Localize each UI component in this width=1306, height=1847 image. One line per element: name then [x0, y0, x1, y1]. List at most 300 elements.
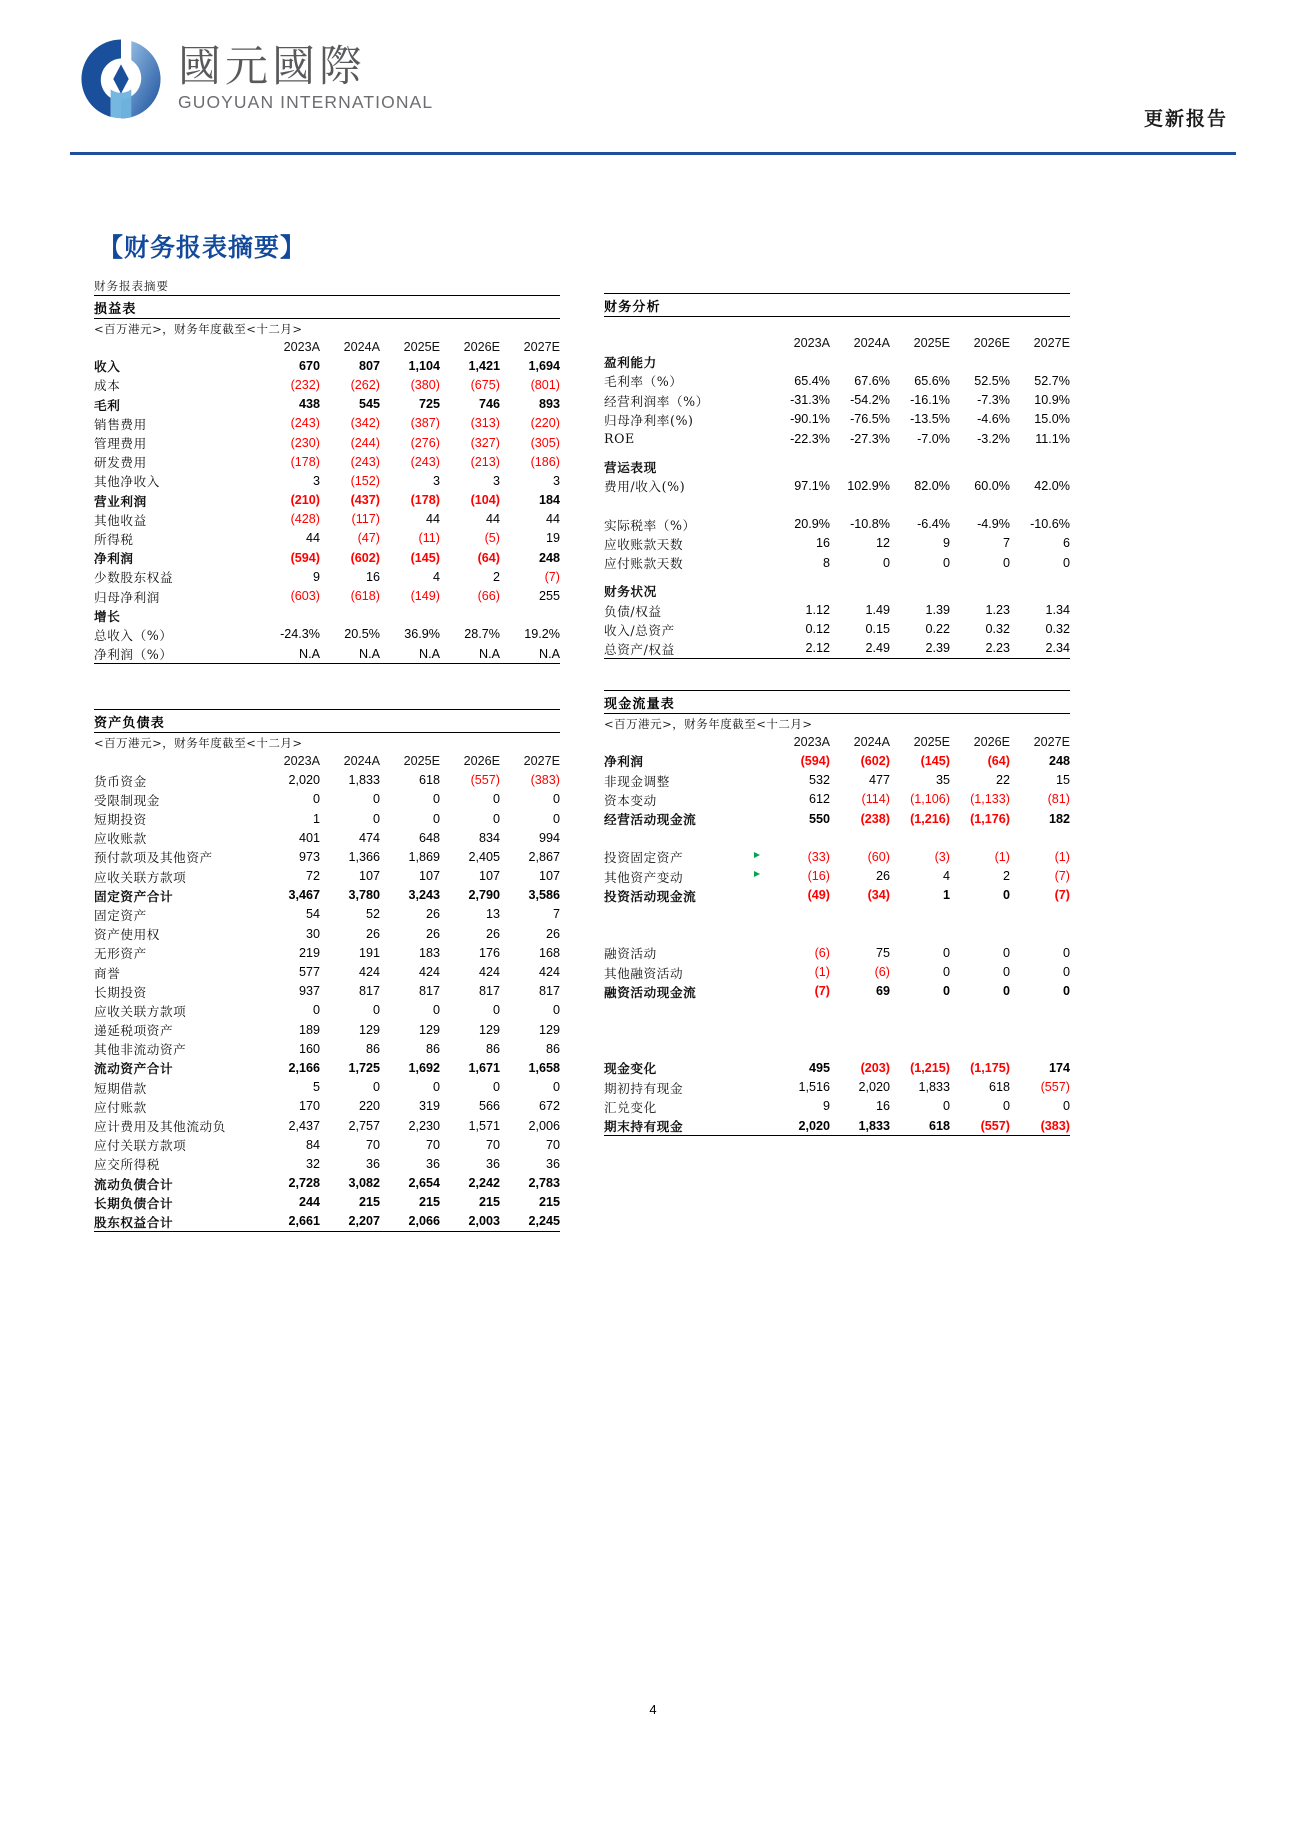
row-value: 1,421 — [468, 358, 500, 373]
row-value: 2,066 — [408, 1214, 440, 1229]
financial-analysis-table — [604, 333, 1070, 678]
row-value: 0 — [312, 1003, 320, 1018]
row-value: -4.9% — [977, 517, 1010, 532]
table-row — [604, 924, 1070, 943]
row-value: 0 — [552, 1080, 560, 1095]
table-row — [94, 1001, 560, 1020]
row-value: 0 — [942, 984, 950, 999]
row-value: (49) — [807, 888, 830, 903]
table-row — [94, 1154, 560, 1173]
right-column — [604, 278, 1070, 1251]
row-value: 0 — [492, 1003, 500, 1018]
row-value: 1,104 — [408, 358, 440, 373]
row-value: (7) — [544, 569, 560, 584]
table-row — [94, 375, 560, 394]
table-year-header — [94, 751, 560, 770]
table-row — [604, 534, 1070, 553]
green-triangle-marker-icon — [754, 867, 770, 886]
row-value: 1,694 — [528, 358, 560, 373]
row-value: 28.7% — [464, 627, 500, 642]
row-label: 净利润 — [94, 551, 134, 567]
row-label: 应计费用及其他流动负 — [94, 1119, 226, 1135]
row-value: 129 — [478, 1022, 500, 1037]
row-value: 0.32 — [985, 622, 1010, 637]
row-value: 4 — [432, 569, 440, 584]
row-value: 15.0% — [1034, 412, 1070, 427]
row-value: 2,790 — [468, 888, 500, 903]
row-value: 3 — [492, 473, 500, 488]
year-header-2024A: 2024A — [853, 335, 890, 350]
row-value: 1,658 — [528, 1060, 560, 1075]
row-value — [770, 1039, 830, 1058]
row-value: -13.5% — [910, 412, 950, 427]
row-value: 3,082 — [348, 1176, 380, 1191]
row-value: (34) — [867, 888, 890, 903]
table-row — [604, 496, 1070, 515]
row-value: 1,366 — [348, 849, 380, 864]
row-value: 0 — [942, 1099, 950, 1114]
logo-english-name: GUOYUAN INTERNATIONAL — [178, 92, 434, 113]
row-value — [950, 905, 1010, 924]
row-value: 1,692 — [408, 1060, 440, 1075]
row-label: 应收关联方款项 — [94, 869, 187, 885]
table-row — [604, 1116, 1070, 1136]
row-value: 0 — [1062, 984, 1070, 999]
row-value: 424 — [478, 965, 500, 980]
row-label: 应收账款天数 — [604, 536, 684, 552]
row-label: 所得税 — [94, 531, 134, 547]
row-value: 9 — [312, 569, 320, 584]
row-value: 0.22 — [925, 622, 950, 637]
row-label: 融资活动现金流 — [604, 984, 697, 1000]
row-value: 7 — [1002, 536, 1010, 551]
row-value: 215 — [358, 1195, 380, 1210]
row-value: 0 — [1062, 965, 1070, 980]
row-value — [830, 905, 890, 924]
row-value: 2,405 — [468, 849, 500, 864]
green-triangle-marker-icon — [754, 847, 770, 866]
table-bottom-rule — [604, 1136, 1070, 1156]
row-value: (60) — [867, 849, 890, 864]
row-value: 6 — [1062, 536, 1070, 551]
section-label: 营运表现 — [604, 460, 657, 476]
row-value — [1010, 1020, 1070, 1039]
row-label: 其他非流动资产 — [94, 1042, 187, 1058]
table-row — [94, 510, 560, 529]
row-value: 97.1% — [794, 478, 830, 493]
table-row — [604, 371, 1070, 390]
row-value: 577 — [298, 965, 320, 980]
marker-cell — [754, 1116, 770, 1136]
row-value: (602) — [350, 550, 380, 565]
row-value: 0 — [372, 792, 380, 807]
row-value: 26 — [875, 869, 890, 884]
row-value — [950, 924, 1010, 943]
row-value: 2.34 — [1045, 641, 1070, 656]
row-value: 2,006 — [528, 1118, 560, 1133]
row-value: 401 — [298, 830, 320, 845]
row-label — [604, 828, 754, 847]
row-value: (262) — [350, 377, 380, 392]
row-value: 618 — [928, 1118, 950, 1133]
row-value — [770, 496, 830, 515]
row-value: -10.8% — [850, 517, 890, 532]
row-value — [950, 1039, 1010, 1058]
row-value: 7 — [552, 907, 560, 922]
section-blank — [950, 352, 1010, 371]
row-value: (244) — [350, 435, 380, 450]
row-value: (305) — [530, 435, 560, 450]
section-blank — [770, 352, 830, 371]
row-value: -7.0% — [917, 431, 950, 446]
table-row — [604, 429, 1070, 448]
table-bottom-rule — [604, 659, 1070, 679]
row-label: 期初持有现金 — [604, 1080, 684, 1096]
table-row — [604, 620, 1070, 639]
row-value: (1,215) — [910, 1060, 950, 1075]
income-statement-table — [94, 337, 560, 683]
row-value: 36 — [425, 1156, 440, 1171]
marker-cell — [754, 1058, 770, 1077]
row-value: 2.12 — [805, 641, 830, 656]
balance-sheet-title: 资产负债表 — [94, 709, 560, 733]
row-value — [770, 828, 830, 847]
row-value: 618 — [418, 773, 440, 788]
row-value: -27.3% — [850, 431, 890, 446]
table-year-header — [604, 732, 1070, 751]
row-value: 2,783 — [528, 1176, 560, 1191]
row-value: 70 — [365, 1137, 380, 1152]
row-value: 3,243 — [408, 888, 440, 903]
row-label: 销售费用 — [94, 416, 147, 432]
row-value: -6.4% — [917, 517, 950, 532]
row-value: 35 — [935, 773, 950, 788]
row-label: 融资活动 — [604, 946, 657, 962]
row-value: 0 — [492, 811, 500, 826]
row-value: 42.0% — [1034, 478, 1070, 493]
report-type-label: 更新报告 — [1143, 108, 1228, 130]
row-value: 0 — [552, 811, 560, 826]
row-value: 3 — [312, 473, 320, 488]
table-row — [94, 1135, 560, 1154]
row-value: 2,230 — [408, 1118, 440, 1133]
row-label: 营业利润 — [94, 493, 147, 509]
year-header-2025E: 2025E — [913, 335, 950, 350]
row-label — [604, 496, 770, 515]
table-row — [94, 790, 560, 809]
row-value: (7) — [1054, 888, 1070, 903]
row-value: 70 — [545, 1137, 560, 1152]
row-value: 2,757 — [348, 1118, 380, 1133]
row-label — [604, 1039, 754, 1058]
row-value: (33) — [807, 849, 830, 864]
year-header-2025E: 2025E — [913, 734, 950, 749]
table-row — [604, 410, 1070, 429]
logo-chinese-name: 國元國際 — [178, 41, 366, 92]
table-row — [604, 828, 1070, 847]
row-value: 973 — [298, 849, 320, 864]
row-value: (801) — [530, 377, 560, 392]
row-value: 746 — [478, 397, 500, 412]
row-value: (6) — [874, 965, 890, 980]
row-value: 0 — [1062, 945, 1070, 960]
row-label — [604, 1020, 754, 1039]
section-label: 增长 — [94, 608, 121, 624]
row-value: (7) — [814, 984, 830, 999]
row-label: 其他资产变动 — [604, 869, 684, 885]
row-value: 69 — [875, 984, 890, 999]
year-header-2026E: 2026E — [463, 339, 500, 354]
year-header-2023A: 2023A — [793, 335, 830, 350]
table-row — [604, 790, 1070, 809]
table-row — [94, 886, 560, 905]
row-value: 2,207 — [348, 1214, 380, 1229]
table-row — [604, 847, 1070, 866]
row-value: 545 — [358, 397, 380, 412]
row-value: 0 — [492, 792, 500, 807]
row-value — [950, 496, 1010, 515]
table-row — [94, 828, 560, 847]
row-value: 11.1% — [1035, 431, 1070, 446]
row-value: 26 — [425, 926, 440, 941]
marker-cell — [754, 905, 770, 924]
row-value: 1,571 — [468, 1118, 500, 1133]
row-value: (66) — [477, 589, 500, 604]
row-value: (220) — [530, 416, 560, 431]
row-value: 215 — [538, 1195, 560, 1210]
row-value: 70 — [425, 1137, 440, 1152]
table-row — [94, 548, 560, 567]
row-value: 160 — [298, 1041, 320, 1056]
row-value: 36.9% — [404, 627, 440, 642]
row-value: (675) — [470, 377, 500, 392]
row-value: (210) — [290, 493, 320, 508]
row-value: (243) — [410, 454, 440, 469]
row-label: 负债/权益 — [604, 603, 662, 619]
row-value: 102.9% — [847, 478, 890, 493]
row-value: (149) — [410, 589, 440, 604]
row-value: 807 — [358, 358, 380, 373]
row-value: (618) — [350, 589, 380, 604]
row-label: 期末持有现金 — [604, 1119, 684, 1135]
row-value: 1,725 — [348, 1060, 380, 1075]
row-value: 82.0% — [914, 478, 950, 493]
row-value — [950, 828, 1010, 847]
row-value: 16 — [815, 536, 830, 551]
row-label: 研发费用 — [94, 455, 147, 471]
row-label: 成本 — [94, 378, 121, 394]
row-value: 220 — [358, 1099, 380, 1114]
row-label: 归母净利率(%) — [604, 412, 694, 428]
row-value: (5) — [484, 531, 500, 546]
marker-cell — [754, 1039, 770, 1058]
row-value: 0 — [1062, 1099, 1070, 1114]
row-label: 资本变动 — [604, 792, 657, 808]
row-value: (64) — [477, 550, 500, 565]
row-value: 248 — [1048, 753, 1070, 768]
row-value: 86 — [545, 1041, 560, 1056]
year-header-2027E: 2027E — [1033, 734, 1070, 749]
table-row — [604, 982, 1070, 1001]
row-value: 3 — [552, 473, 560, 488]
marker-cell — [754, 1078, 770, 1097]
year-header-2026E: 2026E — [973, 734, 1010, 749]
row-label: ROE — [604, 431, 635, 447]
table-row — [604, 867, 1070, 886]
table-section-header — [604, 457, 1070, 476]
year-header-2025E: 2025E — [403, 339, 440, 354]
table-row — [94, 1193, 560, 1212]
row-value: (117) — [351, 512, 380, 527]
row-value — [830, 828, 890, 847]
row-value: 2,020 — [288, 773, 320, 788]
row-value: N.A — [539, 646, 560, 661]
year-header-2027E: 2027E — [523, 339, 560, 354]
row-value: 670 — [298, 358, 320, 373]
row-value: 0 — [882, 555, 890, 570]
row-value: 0.15 — [865, 622, 890, 637]
row-value — [1010, 828, 1070, 847]
row-value: 2 — [1002, 869, 1010, 884]
table-row — [604, 515, 1070, 534]
table-row — [604, 1020, 1070, 1039]
row-value: 12 — [875, 536, 890, 551]
row-value: (178) — [410, 493, 440, 508]
row-value: N.A — [479, 646, 500, 661]
row-value: 10.9% — [1034, 393, 1070, 408]
row-value — [830, 1020, 890, 1039]
row-value: 0 — [1002, 888, 1010, 903]
row-label: 毛利率（%） — [604, 374, 683, 390]
row-value — [890, 1001, 950, 1020]
row-value: (114) — [861, 792, 890, 807]
row-value: 170 — [298, 1099, 320, 1114]
row-value: -31.3% — [790, 393, 830, 408]
table-row — [94, 414, 560, 433]
marker-cell — [754, 790, 770, 809]
row-value: 648 — [418, 830, 440, 845]
row-value: 26 — [365, 926, 380, 941]
section-label: 盈利能力 — [604, 355, 657, 371]
row-value: 9 — [822, 1099, 830, 1114]
row-value: 1.23 — [985, 603, 1010, 618]
row-value: 2,437 — [288, 1118, 320, 1133]
row-value: 0 — [432, 1003, 440, 1018]
section-blank — [830, 352, 890, 371]
row-value: 3,467 — [288, 888, 320, 903]
row-value: (186) — [530, 454, 560, 469]
row-label: 无形资产 — [94, 946, 147, 962]
table-bottom-rule — [94, 1232, 560, 1252]
row-value: 0 — [492, 1080, 500, 1095]
row-value: 52.5% — [974, 373, 1010, 388]
row-value: 2.23 — [985, 641, 1010, 656]
year-header-2023A: 2023A — [283, 753, 320, 768]
section-blank — [770, 581, 830, 600]
row-value: (383) — [530, 773, 560, 788]
row-label: 应交所得税 — [94, 1157, 160, 1173]
row-value: 52 — [365, 907, 380, 922]
analysis-units-spacer — [604, 317, 1070, 333]
row-value: 129 — [538, 1022, 560, 1037]
row-value: (16) — [807, 869, 830, 884]
row-value — [1010, 905, 1070, 924]
section-blank — [320, 606, 380, 625]
table-row — [94, 809, 560, 828]
row-value: 9 — [942, 536, 950, 551]
row-value: 70 — [485, 1137, 500, 1152]
row-value: 20.9% — [794, 517, 830, 532]
table-row — [94, 1078, 560, 1097]
row-value: 86 — [485, 1041, 500, 1056]
row-value: 0 — [372, 1080, 380, 1095]
table-row — [94, 847, 560, 866]
row-value: 182 — [1048, 811, 1070, 826]
income-statement-units: <百万港元>，财务年度截至<十二月> — [94, 322, 303, 336]
row-value: 1.49 — [865, 603, 890, 618]
row-label — [604, 1001, 754, 1020]
row-value: 2,728 — [288, 1176, 320, 1191]
row-value: -3.2% — [977, 431, 1010, 446]
marker-column — [754, 732, 770, 751]
row-value — [830, 924, 890, 943]
row-value — [890, 924, 950, 943]
marker-cell — [754, 1001, 770, 1020]
row-value: 0 — [1002, 1099, 1010, 1114]
table-bottom-rule — [94, 664, 560, 684]
row-value: (1) — [994, 849, 1010, 864]
row-value: 215 — [418, 1195, 440, 1210]
row-value: (64) — [987, 753, 1010, 768]
table-row — [94, 924, 560, 943]
row-value: (276) — [410, 435, 440, 450]
row-label: 少数股东权益 — [94, 570, 174, 586]
table-row — [94, 982, 560, 1001]
table-row — [604, 905, 1070, 924]
section-label: 财务状况 — [604, 584, 657, 600]
marker-cell — [754, 771, 770, 790]
row-value: 107 — [358, 869, 380, 884]
marker-cell — [754, 809, 770, 828]
row-value: 834 — [478, 830, 500, 845]
row-value: 0 — [1002, 984, 1010, 999]
row-value: 2,003 — [468, 1214, 500, 1229]
row-value: -4.6% — [977, 412, 1010, 427]
row-label: 股东权益合计 — [94, 1214, 174, 1230]
table-row — [604, 962, 1070, 981]
section-blank — [890, 352, 950, 371]
row-label: 非现金调整 — [604, 773, 670, 789]
table-row — [94, 1116, 560, 1135]
marker-cell — [754, 943, 770, 962]
row-value: 65.4% — [794, 373, 830, 388]
table-row — [94, 943, 560, 962]
row-value: 817 — [358, 984, 380, 999]
section-blank — [830, 457, 890, 476]
row-value: 86 — [425, 1041, 440, 1056]
row-value: 477 — [868, 773, 890, 788]
table-row — [94, 356, 560, 375]
row-label: 费用/收入(%) — [604, 479, 686, 495]
table-section-header — [604, 352, 1070, 371]
triangle-icon — [754, 871, 760, 877]
section-blank — [440, 606, 500, 625]
marker-cell — [754, 828, 770, 847]
row-value — [890, 905, 950, 924]
table-row — [94, 867, 560, 886]
row-label: 毛利 — [94, 397, 121, 413]
row-value: 107 — [418, 869, 440, 884]
